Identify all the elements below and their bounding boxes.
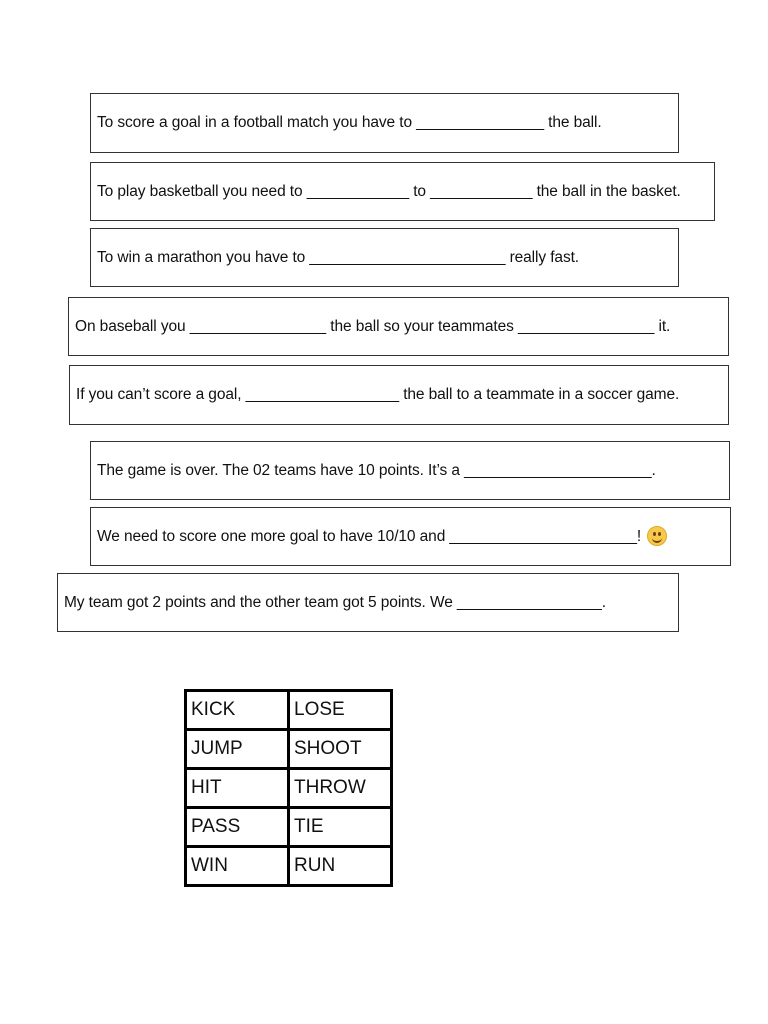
word-bank-row xyxy=(186,730,392,769)
word-bank-row xyxy=(186,808,392,847)
sentence-box-8 xyxy=(57,573,679,632)
word-bank-cell: JUMP xyxy=(186,730,289,769)
sentence-text-2: To play basketball you need to ____________ to ____________ the ball in the basket. xyxy=(97,182,681,200)
word-bank-row xyxy=(186,691,392,730)
sentence-text-7: We need to score one more goal to have 10/10 and ______________________! xyxy=(97,527,642,545)
word-bank-row xyxy=(186,847,392,886)
word-bank-cell: TIE xyxy=(289,808,392,847)
sentence-text-1: To score a goal in a football match you have to _______________ the ball. xyxy=(97,114,602,131)
sentence-box-7 xyxy=(90,507,731,566)
sentence-text-3: To win a marathon you have to _______________________ really fast. xyxy=(97,248,580,266)
sentence-text-4: On baseball you ________________ the ball so your teammates ________________ it. xyxy=(75,317,671,335)
word-bank-cell: THROW xyxy=(289,769,392,808)
word-bank-row xyxy=(186,769,392,808)
sentence-box-5 xyxy=(69,365,729,425)
sentence-box-2 xyxy=(90,162,715,221)
slightly-smiling-face-icon xyxy=(647,526,667,546)
sentence-text-8: My team got 2 points and the other team got 5 points. We _________________. xyxy=(64,593,606,611)
word-bank-cell: RUN xyxy=(289,847,392,886)
word-bank-cell: WIN xyxy=(186,847,289,886)
sentence-box-6 xyxy=(90,441,730,500)
word-bank-cell: PASS xyxy=(186,808,289,847)
sentence-text-5: If you can’t score a goal, __________________ the ball to a teammate in a soccer game. xyxy=(76,386,680,403)
sentence-box-4 xyxy=(68,297,729,356)
sentence-box-1 xyxy=(90,93,679,153)
sentence-text-6: The game is over. The 02 teams have 10 points. It’s a ______________________. xyxy=(97,461,656,479)
word-bank-cell: KICK xyxy=(186,691,289,730)
word-bank-table xyxy=(184,689,393,887)
word-bank-cell: SHOOT xyxy=(289,730,392,769)
sentence-box-3 xyxy=(90,228,679,287)
word-bank-cell: LOSE xyxy=(289,691,392,730)
word-bank-cell: HIT xyxy=(186,769,289,808)
